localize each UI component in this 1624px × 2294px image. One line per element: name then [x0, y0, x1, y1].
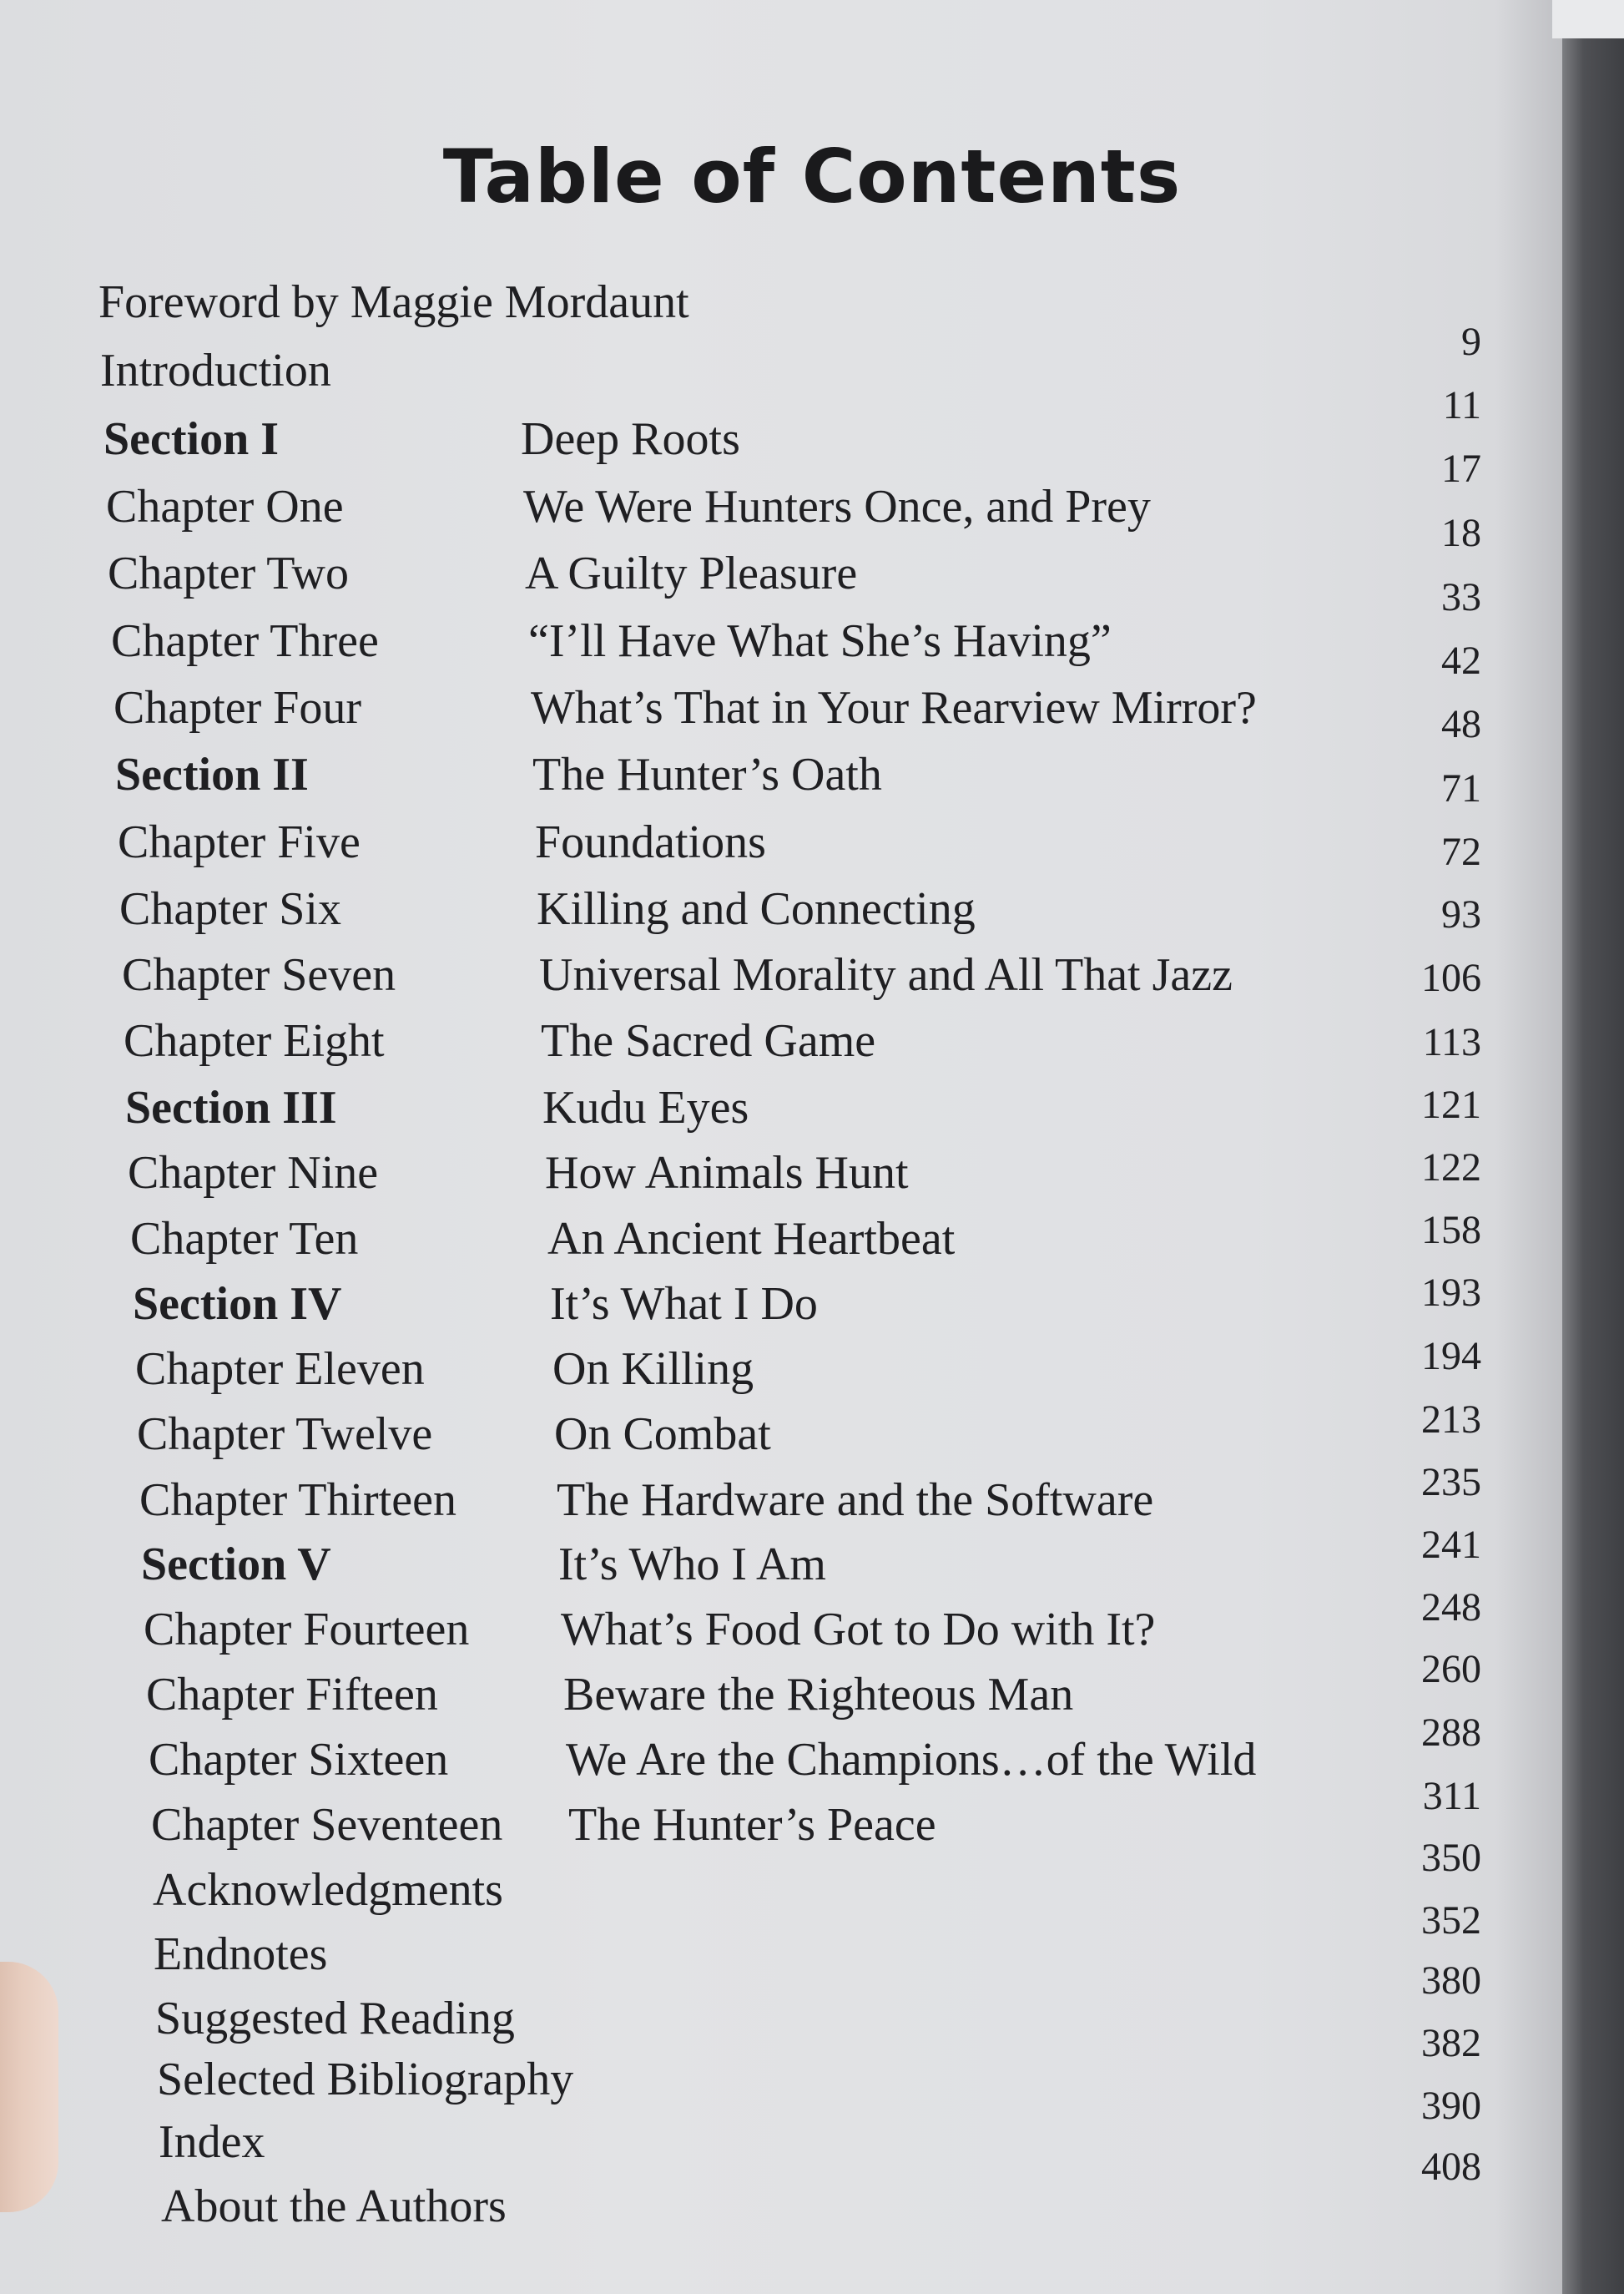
entry-label: Chapter Six: [119, 883, 341, 935]
page-number: 241: [1421, 1523, 1481, 1567]
page-number: 260: [1421, 1647, 1481, 1691]
entry-label: Chapter Seven: [122, 949, 396, 1001]
entry-label: Chapter Eight: [124, 1015, 385, 1067]
entry-label: Selected Bibliography: [157, 2054, 574, 2105]
page-number: 213: [1421, 1397, 1481, 1442]
page-number: 9: [1461, 320, 1481, 364]
page-number: 235: [1421, 1460, 1481, 1504]
section-label: Section I: [103, 413, 279, 465]
entry-title: On Combat: [554, 1408, 771, 1460]
page-number: 17: [1441, 447, 1481, 491]
entry-label: Chapter Three: [111, 615, 379, 667]
page-number: 121: [1421, 1083, 1481, 1127]
entry-label: Foreword by Maggie Mordaunt: [98, 276, 689, 328]
entry-label: Suggested Reading: [155, 1993, 515, 2044]
page-number: 18: [1441, 511, 1481, 555]
entry-title: We Are the Champions…of the Wild: [566, 1734, 1257, 1786]
entry-title: What’s Food Got to Do with It?: [561, 1604, 1156, 1655]
page-number: 113: [1422, 1020, 1481, 1064]
page-number: 122: [1421, 1145, 1481, 1190]
entry-label: Chapter Twelve: [137, 1408, 433, 1460]
entry-title: The Hunter’s Oath: [532, 749, 882, 801]
entry-title: It’s Who I Am: [558, 1539, 826, 1590]
page-number: 194: [1421, 1334, 1481, 1378]
page-number: 248: [1421, 1585, 1481, 1630]
entry-title: Foundations: [535, 816, 766, 868]
section-label: Section IV: [133, 1278, 342, 1330]
section-label: Section III: [125, 1082, 337, 1134]
entry-label: Chapter Fifteen: [146, 1669, 438, 1720]
entry-title: Universal Morality and All That Jazz: [539, 949, 1233, 1001]
entry-title: An Ancient Heartbeat: [547, 1213, 956, 1265]
page-number: 93: [1441, 892, 1481, 937]
entry-title: The Hunter’s Peace: [568, 1799, 936, 1851]
entry-label: Chapter Four: [113, 682, 362, 734]
page-number: 193: [1421, 1271, 1481, 1315]
entry-label: About the Authors: [161, 2180, 507, 2232]
entry-label: Acknowledgments: [153, 1864, 503, 1916]
entry-title: Beware the Righteous Man: [563, 1669, 1074, 1720]
entry-title: A Guilty Pleasure: [525, 548, 858, 599]
entry-label: Chapter Five: [118, 816, 361, 868]
entry-label: Chapter Sixteen: [149, 1734, 449, 1786]
page-number: 352: [1421, 1898, 1481, 1943]
page-number: 71: [1441, 766, 1481, 811]
page-number: 33: [1441, 575, 1481, 619]
entry-label: Chapter Two: [108, 548, 349, 599]
entry-label: Chapter One: [106, 481, 344, 533]
page-number: 390: [1421, 2084, 1481, 2128]
page-number: 72: [1441, 830, 1481, 874]
entry-title: We Were Hunters Once, and Prey: [523, 481, 1151, 533]
entry-title: It’s What I Do: [550, 1278, 818, 1330]
page-number: 11: [1442, 383, 1481, 427]
entry-title: How Animals Hunt: [545, 1147, 909, 1199]
entry-title: Kudu Eyes: [542, 1082, 749, 1134]
entry-label: Introduction: [100, 345, 331, 397]
page-number: 158: [1421, 1208, 1481, 1252]
page-number: 380: [1421, 1958, 1481, 2003]
page-number: 48: [1441, 702, 1481, 746]
entry-label: Chapter Fourteen: [144, 1604, 470, 1655]
entry-title: On Killing: [552, 1343, 754, 1395]
page-number: 106: [1421, 956, 1481, 1000]
entry-title: The Sacred Game: [541, 1015, 876, 1067]
page-number: 288: [1421, 1710, 1481, 1755]
entry-title: Killing and Connecting: [537, 883, 976, 935]
section-label: Section II: [115, 749, 309, 801]
entry-title: “I’ll Have What She’s Having”: [528, 615, 1112, 667]
entry-label: Chapter Eleven: [135, 1343, 425, 1395]
page-number: 311: [1422, 1774, 1481, 1818]
section-label: Section V: [141, 1539, 331, 1590]
entry-label: Chapter Ten: [130, 1213, 359, 1265]
entry-title: Deep Roots: [521, 413, 740, 465]
entry-label: Index: [159, 2116, 265, 2168]
page-number: 408: [1421, 2145, 1481, 2189]
page-number: 350: [1421, 1836, 1481, 1880]
entry-title: The Hardware and the Software: [557, 1474, 1154, 1526]
page-number: 382: [1421, 2021, 1481, 2065]
entry-label: Chapter Thirteen: [139, 1474, 456, 1526]
page-title: Table of Contents: [442, 134, 1182, 220]
entry-label: Chapter Nine: [128, 1147, 379, 1199]
entry-label: Endnotes: [154, 1928, 328, 1980]
entry-title: What’s That in Your Rearview Mirror?: [531, 682, 1257, 734]
page-number: 42: [1441, 639, 1481, 683]
entry-label: Chapter Seventeen: [151, 1799, 503, 1851]
